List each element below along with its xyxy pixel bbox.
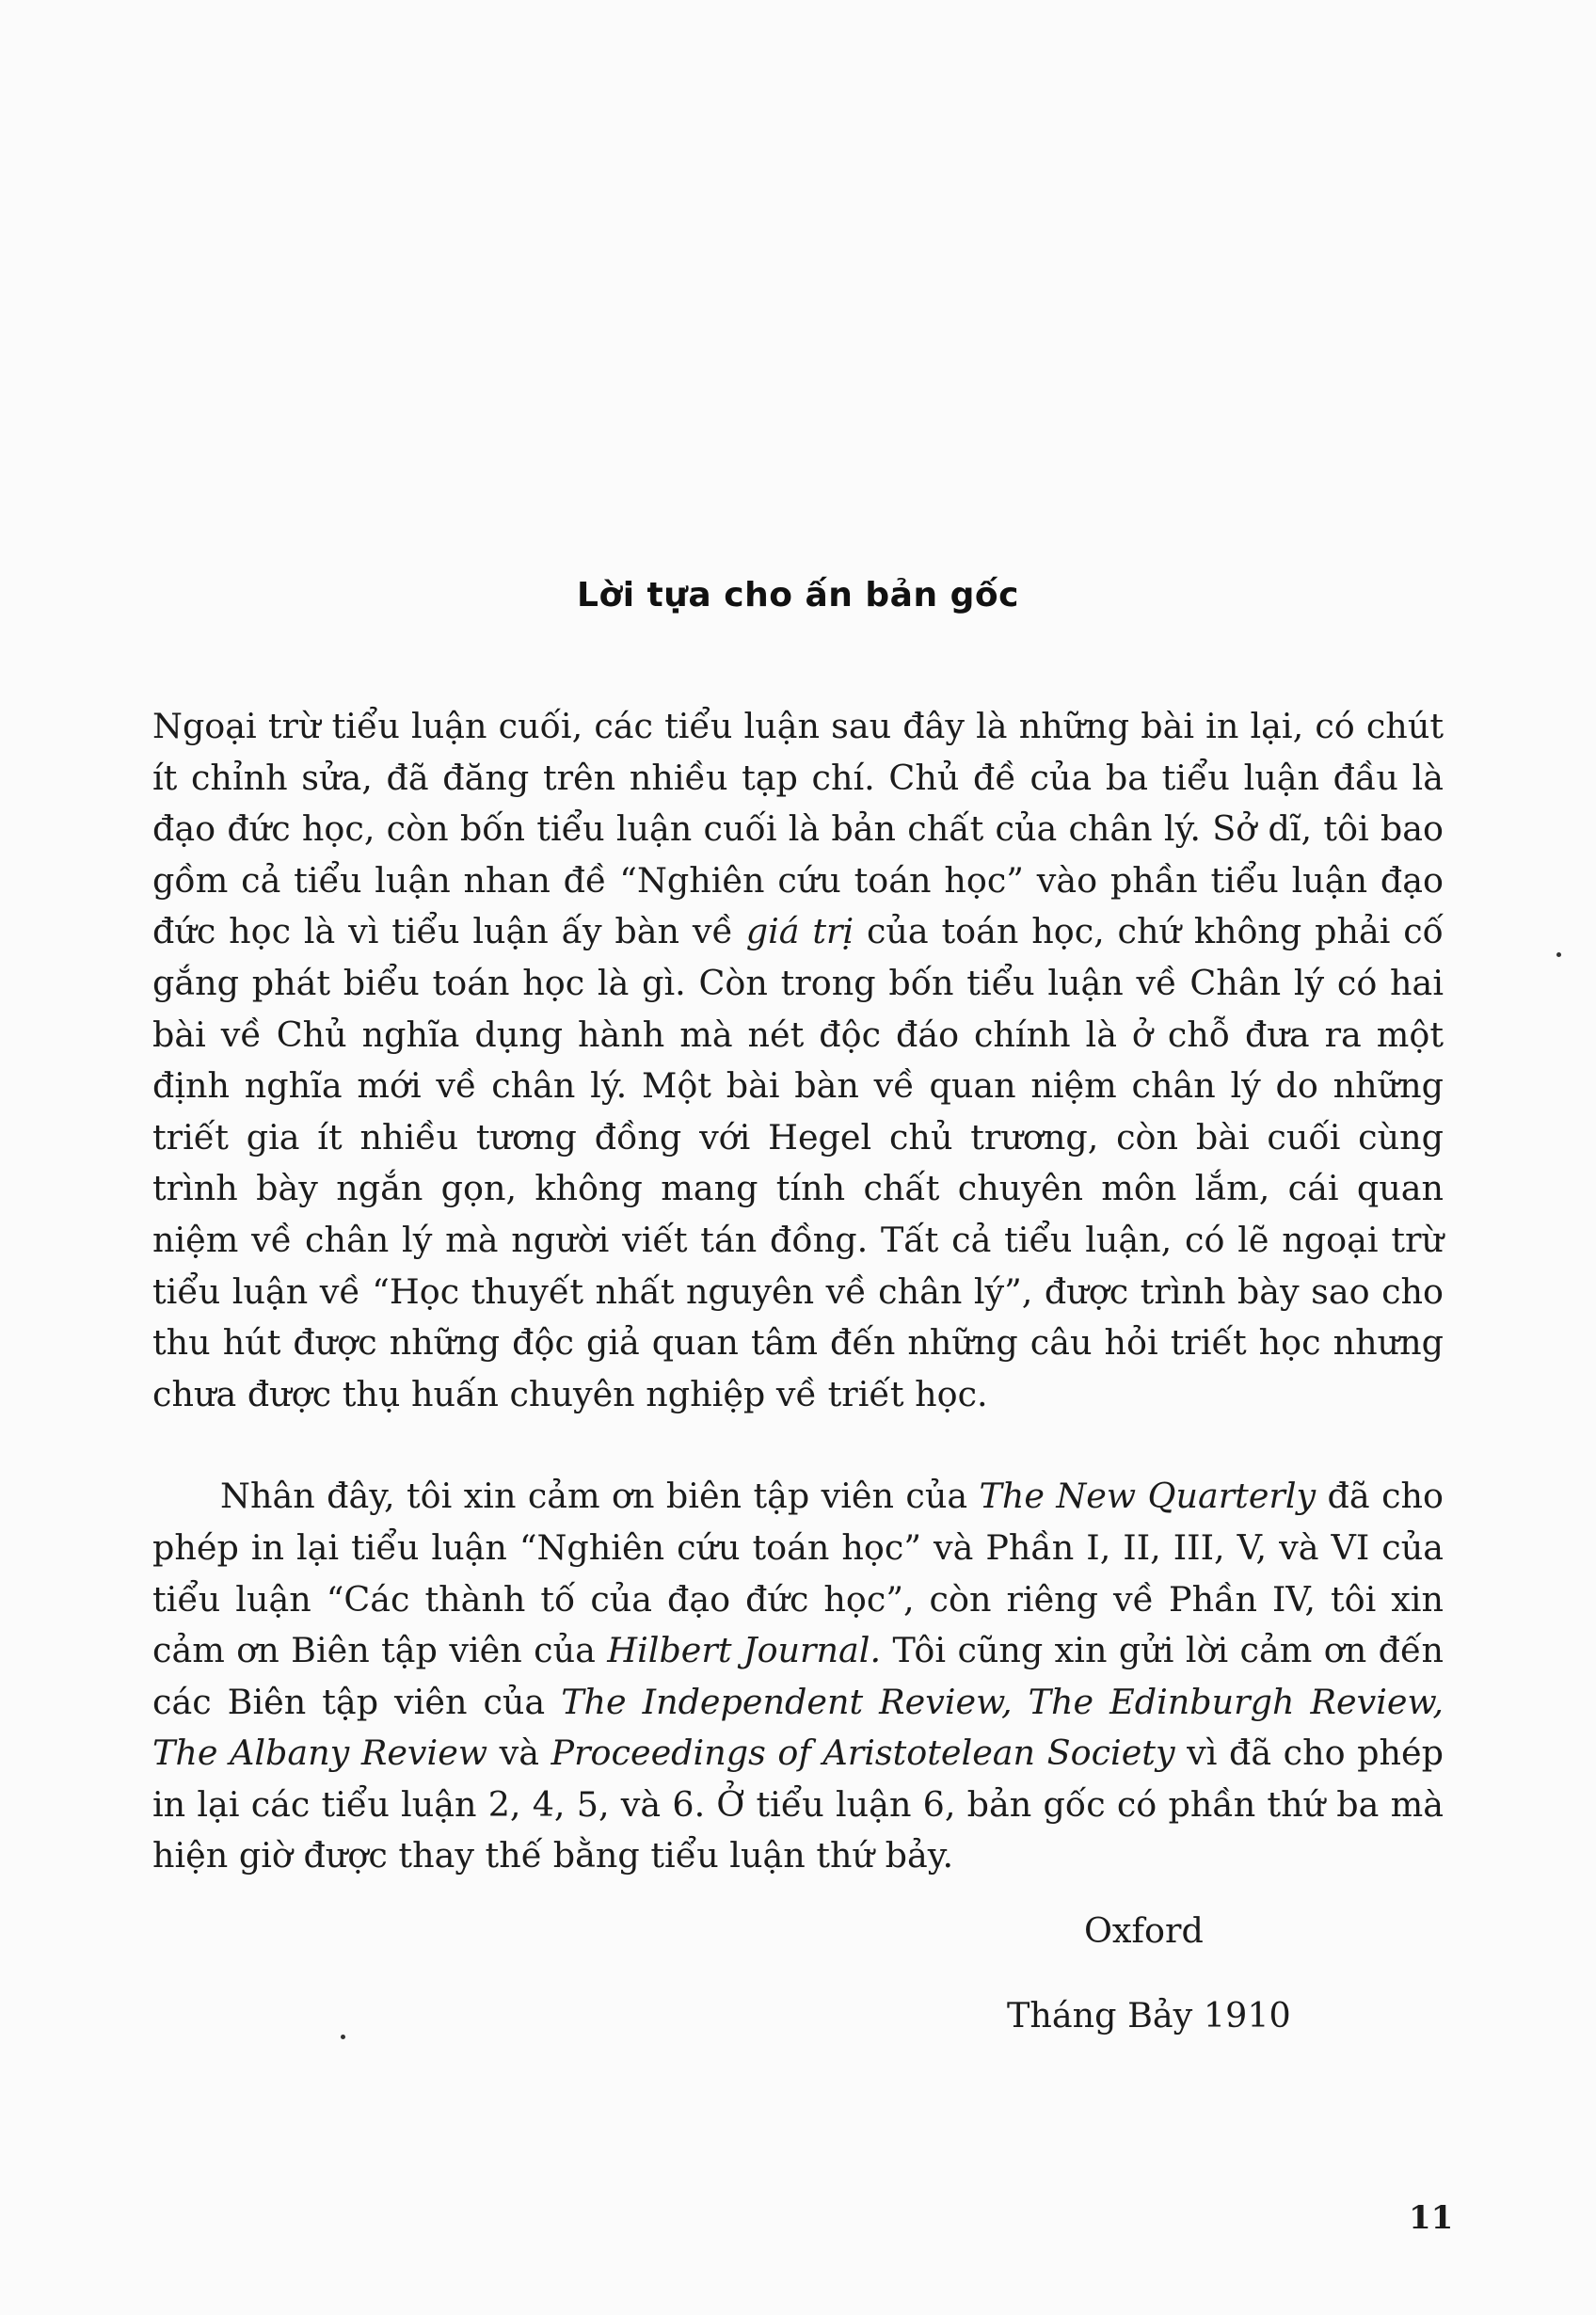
paragraph-2-text-3: Tôi cũng xin gửi lời cảm ơn đến các Biên tập viên của [152, 1630, 1444, 1722]
paragraph-1 [152, 701, 1444, 1420]
signoff-place: Oxford [1084, 1910, 1204, 1951]
signoff-date: Tháng Bảy 1910 [1007, 1995, 1291, 2036]
paragraph-1-italic: giá trị [745, 911, 854, 952]
journal-title-new-quarterly: The New Quarterly [979, 1476, 1317, 1517]
paragraph-2-text-4: và [487, 1732, 551, 1774]
journal-title-proceedings: Proceedings of Aristotelean Society [551, 1732, 1175, 1774]
page-number: 11 [1409, 2199, 1454, 2237]
paragraph-1-text-b: của toán học, chứ không phải cố gắng phát biểu toán học là gì. Còn trong bốn tiểu luận về Chân lý có hai bài về Chủ nghĩa dụng hành mà nét độc đáo chính là ở chỗ đưa ra một định nghĩa mới về chân lý. Một bài bàn về quan niệm chân lý do những triết gia ít nhiều tương đồng với Hegel chủ trương, còn bài cuối cùng trình bày ngắn gọn, không mang tính chất chuyên môn lắm, cái quan niệm về chân lý mà người viết tán đồng. Tất cả tiểu luận, có lẽ ngoại trừ tiểu luận về “Học thuyết nhất nguyên về chân lý”, được trình bày sao cho thu hút được những độc giả quan tâm đến những câu hỏi triết học nhưng chưa được thụ huấn chuyên nghiệp về triết học. [152, 911, 1444, 1414]
journal-titles-reviews: The Independent Review, The Edinburgh Review, The Albany Review [152, 1681, 1444, 1774]
paragraph-2-text-1: Nhân đây, tôi xin cảm ơn biên tập viên của [220, 1476, 980, 1517]
journal-title-hilbert: Hilbert Journal. [607, 1630, 882, 1671]
paragraph-2-text-5: vì đã cho phép in lại các tiểu luận 2, 4, 5, và 6. Ở tiểu luận 6, bản gốc có phần thứ ba mà hiện giờ được thay thế bằng tiểu luận thứ bảy. [152, 1732, 1444, 1876]
page-title: Lời tựa cho ấn bản gốc [577, 576, 1019, 615]
paragraph-1-text-a: Ngoại trừ tiểu luận cuối, các tiểu luận sau đây là những bài in lại, có chút ít chỉnh sửa, đã đăng trên nhiều tạp chí. Chủ đề của ba tiểu luận đầu là đạo đức học, còn bốn tiểu luận cuối là bản chất của chân lý. Sở dĩ, tôi bao gồm cả tiểu luận nhan đề “Nghiên cứu toán học” vào phần tiểu luận đạo đức học là vì tiểu luận ấy bàn về [152, 706, 1444, 952]
paper-speck [1556, 952, 1561, 957]
paragraph-2 [152, 1471, 1444, 1882]
paper-speck [341, 2035, 345, 2039]
preface-body [152, 701, 1444, 1882]
paragraph-2-text-2: đã cho phép in lại tiểu luận “Nghiên cứu toán học” và Phần I, II, III, V, và VI của tiểu luận “Các thành tố của đạo đức học”, còn riêng về Phần IV, tôi xin cảm ơn Biên tập viên của [152, 1476, 1444, 1671]
